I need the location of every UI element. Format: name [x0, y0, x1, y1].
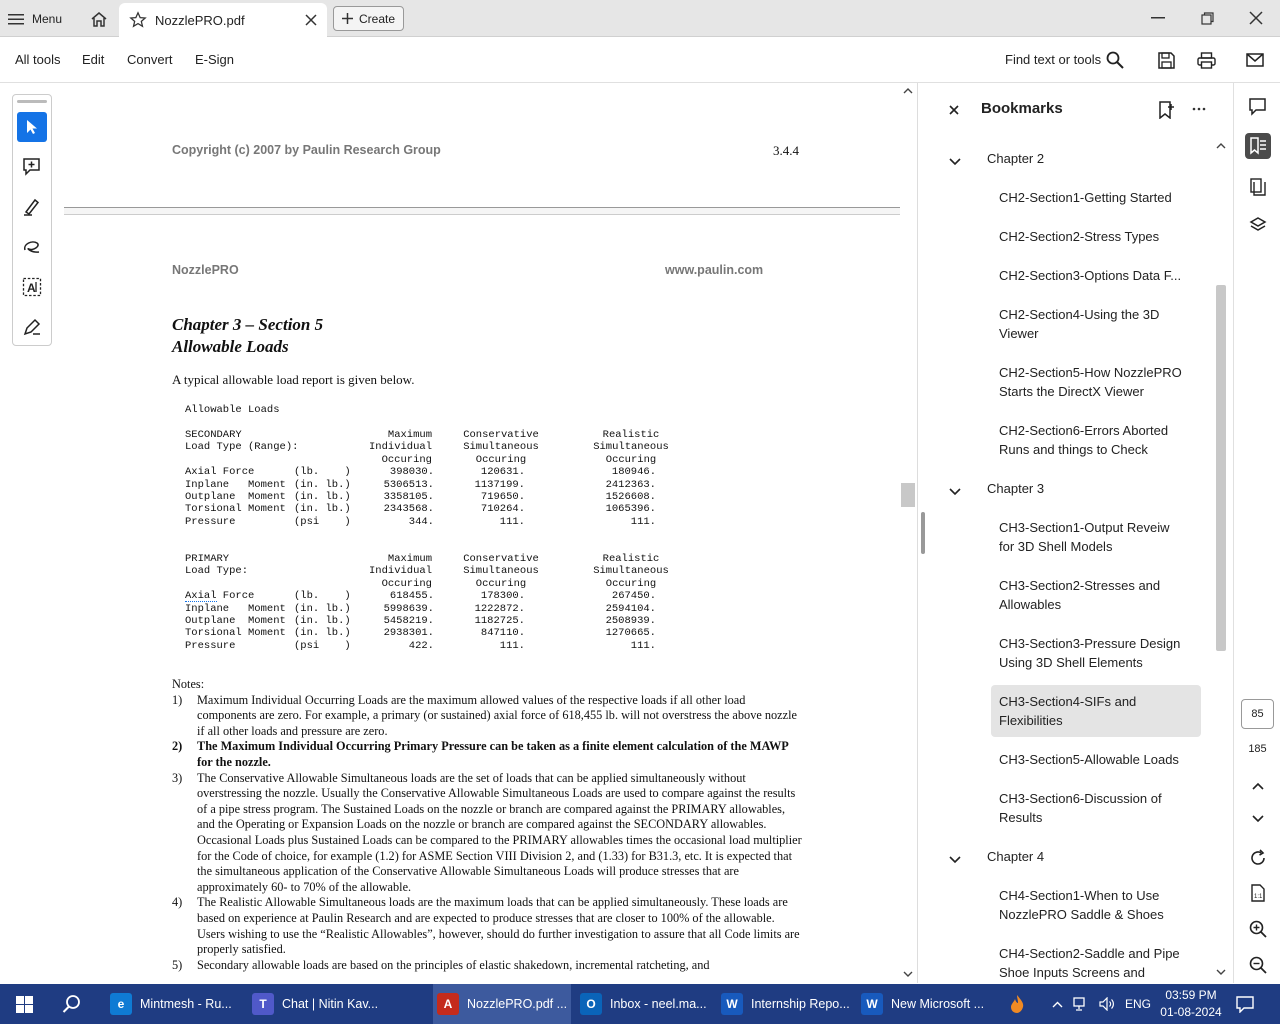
primary-row-unit: (lb. )	[294, 590, 351, 603]
primary-row-name: Axial Force	[185, 590, 255, 603]
page-number-label: 3.4.4	[773, 143, 799, 158]
bookmark-item[interactable]	[991, 363, 1201, 401]
bookmark-item[interactable]	[991, 944, 1201, 982]
home-icon	[90, 11, 108, 28]
bookmark-item[interactable]	[991, 576, 1201, 614]
current-page-input[interactable]: 85	[1241, 699, 1274, 729]
secondary-row-cons: 1137199.	[474, 478, 525, 491]
restore-button[interactable]	[1194, 6, 1220, 30]
chapter-subtitle: Allowable Loads	[172, 337, 289, 356]
zoom-out-icon	[1249, 956, 1267, 974]
taskbar-app[interactable]	[717, 984, 855, 1024]
more-options-icon[interactable]	[1192, 107, 1206, 111]
close-window-button[interactable]	[1243, 6, 1269, 30]
taskbar-pinned-app[interactable]	[1004, 984, 1030, 1024]
svg-text:1:1: 1:1	[1254, 894, 1263, 900]
note-text: The Maximum Individual Occurring Primary Pressure can be taken as a finite element calculation of the MAWP for the nozzle.	[197, 739, 789, 769]
add-comment-tool[interactable]	[17, 152, 47, 182]
bookmark-item[interactable]	[991, 305, 1201, 343]
chapter-title: Chapter 3 – Section 5	[172, 315, 324, 334]
bookmark-item-label: CH2-Section2-Stress Types	[999, 229, 1160, 244]
notes-title: Notes:	[172, 677, 205, 691]
main-toolbar	[0, 37, 1280, 83]
bookmark-item-label: CH2-Section4-Using the 3D	[999, 307, 1160, 322]
all-tools-menu[interactable]: All tools	[15, 52, 61, 67]
secondary-row-unit: (lb. )	[294, 466, 351, 479]
note-number: 5)	[172, 957, 183, 972]
secondary-row-name: Inplane Moment	[185, 478, 286, 491]
note-number: 3)	[172, 770, 183, 785]
bookmark-item-label: for 3D Shell Models	[999, 539, 1113, 554]
save-icon	[1158, 52, 1175, 69]
secondary-row-max: 344.	[408, 515, 434, 528]
bookmark-item[interactable]	[991, 634, 1201, 672]
primary-row-max: 5998639.	[383, 602, 434, 615]
secondary-row-cons: 710264.	[480, 503, 525, 516]
zoom-out-button[interactable]	[1245, 952, 1271, 978]
cursor-arrow-icon	[25, 119, 39, 135]
taskbar-search-button[interactable]	[55, 984, 89, 1024]
clock[interactable]	[1160, 987, 1222, 1021]
taskbar-app[interactable]	[248, 984, 392, 1024]
restore-icon	[1201, 12, 1214, 25]
secondary-row-name: Outplane Moment	[185, 491, 286, 503]
zoom-in-icon	[1249, 920, 1267, 938]
secondary-col-header: Occuring	[605, 453, 657, 466]
secondary-row-name: Axial Force	[185, 466, 255, 479]
secondary-row-unit: (in. lb.)	[294, 491, 351, 503]
rotate-button[interactable]	[1245, 845, 1271, 871]
document-scrollbar[interactable]	[900, 83, 916, 983]
note-item	[172, 958, 802, 974]
bookmark-item[interactable]	[991, 518, 1201, 556]
pages-icon	[1250, 178, 1266, 196]
bookmark-list-icon	[1249, 137, 1267, 155]
bookmark-item[interactable]	[991, 886, 1201, 924]
primary-row-max: 422.	[408, 639, 434, 652]
clock-date: 01-08-2024	[1160, 1005, 1222, 1019]
text-select-icon	[22, 277, 42, 297]
save-button[interactable]	[1155, 49, 1177, 71]
bookmark-item[interactable]	[991, 227, 1201, 246]
secondary-row-name: Torsional Moment	[185, 503, 286, 516]
print-button[interactable]	[1195, 49, 1217, 71]
fit-page-button[interactable]	[1245, 880, 1271, 906]
secondary-col-header: Conservative	[463, 429, 539, 441]
title-bar	[0, 0, 1280, 37]
quick-tools-palette	[12, 94, 52, 346]
bookmark-item-label: Starts the DirectX Viewer	[999, 384, 1144, 399]
primary-row-real: 111.	[630, 639, 656, 652]
tray-chevron-up-icon[interactable]	[1052, 1001, 1063, 1008]
create-label: Create	[358, 11, 396, 26]
primary-load-type: Load Type:	[185, 565, 249, 578]
note-item	[172, 739, 802, 770]
document-view[interactable]	[64, 83, 900, 983]
search-icon	[62, 994, 82, 1014]
menu-label: Menu	[32, 12, 63, 26]
highlight-tool[interactable]	[17, 192, 47, 222]
comment-icon	[1249, 98, 1267, 116]
page-header-right: www.paulin.com	[665, 263, 764, 277]
secondary-row-cons: 719650.	[480, 491, 525, 503]
spell-underline	[185, 601, 217, 602]
freehand-draw-icon	[22, 237, 42, 257]
find-text-label[interactable]: Find text or tools	[1005, 52, 1102, 67]
edit-menu[interactable]: Edit	[82, 52, 105, 67]
bookmark-item-label: Using 3D Shell Elements	[999, 655, 1143, 670]
secondary-row-name: Pressure	[185, 515, 236, 528]
secondary-col-header: Simultaneous	[463, 441, 539, 454]
comment-plus-icon	[22, 157, 42, 177]
secondary-row-max: 3358105.	[383, 491, 434, 503]
primary-row-real: 1270665.	[605, 627, 656, 640]
plus-icon	[342, 13, 353, 24]
primary-col-header: Simultaneous	[593, 565, 669, 578]
bookmarks-rail-button[interactable]	[1245, 133, 1271, 159]
notes-list	[172, 693, 802, 974]
bookmarks-scroll-thumb[interactable]	[1216, 285, 1226, 651]
flame-app-icon	[1008, 994, 1026, 1014]
app-icon: e	[110, 993, 132, 1015]
bookmark-item-label: Runs and things to Check	[999, 442, 1148, 457]
note-number: 4)	[172, 895, 183, 910]
bookmark-item-label: Flexibilities	[999, 713, 1063, 728]
bookmark-item-label: CH3-Section2-Stresses and	[999, 578, 1161, 593]
note-text: The Realistic Allowable Simultaneous loads are the maximum loads that can be applied simultaneously. These loads are based on experience at Paulin Research and are expected to produce stresses that are closer to 100% of the allowable. Users wishing to use the “Realistic Allowables”, however, should do further investigation to assure that all Code limits are properly satisfied.	[197, 895, 800, 957]
app-icon: A	[437, 993, 459, 1015]
bm-scroll-up-icon[interactable]	[1216, 142, 1226, 149]
primary-row-name: Inplane Moment	[185, 602, 286, 615]
right-rail	[1233, 83, 1280, 983]
bookmarks-panel	[930, 83, 1232, 983]
document-scroll-thumb[interactable]	[901, 483, 915, 507]
bookmark-item-label: CH2-Section1-Getting Started	[999, 190, 1172, 205]
bookmarks-scrollbar[interactable]	[1214, 137, 1228, 983]
scroll-down-icon[interactable]	[903, 971, 913, 978]
select-tool[interactable]	[17, 112, 47, 142]
secondary-load-type: Load Type (Range):	[185, 441, 299, 454]
note-text: The Conservative Allowable Simultaneous loads are the set of loads that can be applied simultaneously without overstressing the nozzle. Usually the Conservative Allowable Simultaneous Loads are used to compare against the results of a pipe stress program. The Sustained Loads on the nozzle or branch are compared against the PRIMARY allowables, and the Operating or Expansion Loads on the nozzle or branch are compared against the SECONDARY allowables. Occasional Loads plus Sustained Loads can be compared to the PRIMARY allowables times the occasional load multiplier for the Code of choice, for example (1.2) for ASME Section VIII Division 2, and (1.33) for B31.3, etc. It is expected that the simultaneous application of the Conservative Allowable Simultaneous Loads will produce stresses that are approximately 60- to 70% of the allowable.	[197, 770, 802, 894]
layers-rail-button[interactable]	[1245, 212, 1271, 238]
secondary-col-header: Occuring	[475, 453, 527, 466]
note-item	[172, 771, 802, 896]
hamburger-icon	[8, 13, 24, 25]
note-text: Secondary allowable loads are based on the principles of elastic shakedown, incremental ratcheting, and	[197, 957, 710, 972]
print-icon	[1197, 52, 1216, 69]
secondary-row-cons: 111.	[499, 515, 525, 528]
menu-button[interactable]	[8, 8, 62, 30]
taskbar	[0, 984, 1280, 1024]
expand-chapter-4-icon[interactable]	[949, 851, 961, 863]
search-icon	[1106, 51, 1124, 69]
primary-label: PRIMARY	[185, 553, 230, 565]
highlighter-icon	[22, 197, 42, 217]
taskbar-app-label: NozzlePRO.pdf ...	[467, 997, 568, 1011]
total-pages-label: 185	[1248, 743, 1267, 755]
start-button[interactable]	[8, 984, 40, 1024]
bookmark-chapter-3[interactable]: Chapter 3	[987, 481, 1045, 496]
bm-scroll-down-icon[interactable]	[1216, 969, 1226, 976]
secondary-col-header: Occuring	[381, 453, 432, 466]
primary-row-name: Pressure	[185, 639, 236, 652]
secondary-row-unit: (in. lb.)	[294, 478, 351, 491]
secondary-row-unit: (in. lb.)	[294, 503, 351, 516]
secondary-col-header: Individual	[368, 441, 432, 454]
primary-row-cons: 178300.	[480, 590, 525, 603]
primary-col-header: Realistic	[602, 553, 660, 565]
primary-row-max: 5458219.	[383, 615, 434, 627]
svg-text:A: A	[27, 281, 36, 295]
primary-row-max: 618455.	[389, 590, 434, 603]
esign-menu[interactable]: E-Sign	[195, 52, 235, 67]
note-number: 1)	[172, 692, 183, 707]
note-number: 2)	[172, 739, 183, 754]
language-indicator[interactable]: ENG	[1125, 997, 1152, 1011]
next-page-button[interactable]	[1245, 806, 1271, 832]
chevron-down-icon	[1252, 815, 1264, 823]
page-header-left: NozzlePRO	[172, 263, 239, 277]
bookmark-item-label: CH4-Section1-When to Use	[999, 888, 1160, 903]
scroll-up-icon[interactable]	[903, 87, 913, 94]
taskbar-app-label: New Microsoft ...	[891, 997, 985, 1011]
bookmark-item-label: CH3-Section4-SIFs and	[999, 694, 1137, 709]
note-text: Maximum Individual Occurring Loads are the maximum allowed values of the respective loads if all other load components are zero. For example, a primary (or sustained) axial force of 618,455 lb. will not overstress the above nozzle if all other loads and pressure are zero.	[197, 692, 797, 738]
bookmark-item-label: CH2-Section6-Errors Aborted	[999, 423, 1169, 438]
primary-row-unit: (in. lb.)	[294, 602, 351, 615]
bookmark-item-label: Viewer	[999, 326, 1039, 341]
primary-row-real: 2594104.	[605, 602, 656, 615]
note-item	[172, 895, 802, 957]
previous-page-button[interactable]	[1245, 773, 1271, 799]
note-item	[172, 693, 802, 740]
taskbar-app[interactable]	[433, 984, 571, 1024]
secondary-col-header: Realistic	[602, 429, 660, 441]
primary-row-unit: (in. lb.)	[294, 615, 351, 627]
bookmark-item-label: CH3-Section3-Pressure Design	[999, 636, 1181, 651]
secondary-col-header: Maximum	[387, 429, 432, 441]
palette-grip[interactable]	[17, 100, 47, 103]
close-icon	[1249, 11, 1263, 25]
taskbar-app-label: Chat | Nitin Kav...	[282, 997, 379, 1011]
bookmark-chapter-2[interactable]: Chapter 2	[987, 151, 1045, 166]
primary-col-header: Maximum	[387, 553, 432, 565]
add-bookmark-icon[interactable]	[1158, 101, 1174, 119]
bookmark-item[interactable]	[991, 421, 1201, 459]
page-copyright: Copyright (c) 2007 by Paulin Research Group	[172, 143, 441, 157]
bookmark-item-label: CH4-Section2-Saddle and Pipe	[999, 946, 1180, 961]
minimize-button[interactable]	[1145, 6, 1171, 30]
primary-col-header: Occuring	[475, 577, 527, 590]
bookmark-item-label: Shoe Inputs Screens and	[999, 965, 1145, 980]
notifications-button[interactable]	[1236, 984, 1254, 1024]
star-icon[interactable]	[129, 11, 147, 29]
taskbar-app[interactable]	[106, 984, 240, 1024]
refresh-icon	[1249, 849, 1267, 867]
sign-tool[interactable]	[17, 312, 47, 342]
secondary-row-real: 2412363.	[605, 478, 656, 491]
email-button[interactable]	[1244, 49, 1266, 71]
primary-col-header: Occuring	[381, 577, 432, 590]
bookmark-item-label: CH3-Section5-Allowable Loads	[999, 752, 1179, 767]
bookmark-item-label: Results	[999, 810, 1043, 825]
expand-chapter-2-icon[interactable]	[949, 153, 961, 165]
tab-title: NozzlePRO.pdf	[155, 12, 245, 28]
expand-chapter-3-icon[interactable]	[949, 483, 961, 495]
app-icon: T	[252, 993, 274, 1015]
panel-divider	[917, 83, 918, 983]
primary-row-cons: 847110.	[480, 627, 525, 640]
app-icon: W	[721, 993, 743, 1015]
secondary-col-header: Simultaneous	[593, 441, 669, 454]
page-separator	[64, 207, 900, 215]
document-tab[interactable]	[119, 3, 327, 37]
bookmark-item[interactable]	[991, 685, 1201, 737]
secondary-row-cons: 120631.	[480, 466, 525, 479]
primary-col-header: Conservative	[463, 553, 539, 565]
report-title: Allowable Loads	[185, 404, 280, 416]
primary-row-real: 2508939.	[605, 615, 656, 627]
primary-col-header: Simultaneous	[463, 565, 539, 578]
secondary-row-real: 111.	[630, 515, 656, 528]
home-button[interactable]	[86, 7, 112, 31]
primary-row-cons: 1222872.	[474, 602, 525, 615]
pen-sign-icon	[22, 317, 42, 337]
bookmark-item-label: Allowables	[999, 597, 1062, 612]
secondary-row-max: 398030.	[389, 466, 434, 479]
taskbar-app-label: Mintmesh - Ru...	[140, 997, 232, 1011]
minimize-icon	[1151, 17, 1165, 19]
pages-rail-button[interactable]	[1245, 174, 1271, 200]
comments-rail-button[interactable]	[1245, 94, 1271, 120]
taskbar-app[interactable]	[857, 984, 991, 1024]
volume-icon[interactable]	[1099, 997, 1115, 1011]
network-icon[interactable]	[1073, 997, 1089, 1011]
bookmark-item-label: NozzlePRO Saddle & Shoes	[999, 907, 1164, 922]
bookmark-item[interactable]	[991, 266, 1201, 285]
secondary-row-real: 180946.	[611, 466, 656, 479]
close-panel-icon[interactable]	[949, 105, 959, 115]
chevron-up-icon	[1252, 782, 1264, 790]
taskbar-app-label: Inbox - neel.ma...	[610, 997, 707, 1011]
primary-row-unit: (in. lb.)	[294, 627, 351, 640]
intro-text: A typical allowable load report is given below.	[172, 372, 415, 387]
create-button[interactable]	[333, 6, 404, 31]
bookmarks-header	[930, 83, 1232, 135]
convert-menu[interactable]: Convert	[127, 52, 173, 67]
windows-logo-icon	[16, 996, 33, 1013]
primary-row-name: Torsional Moment	[185, 627, 286, 640]
primary-col-header: Individual	[368, 565, 432, 578]
panel-resize-handle[interactable]	[921, 512, 925, 554]
primary-row-real: 267450.	[611, 590, 656, 603]
secondary-row-max: 2343568.	[383, 503, 434, 516]
bookmark-item[interactable]	[991, 789, 1201, 827]
bookmark-item[interactable]	[991, 188, 1201, 207]
primary-col-header: Occuring	[605, 577, 657, 590]
secondary-row-unit: (psi )	[294, 515, 351, 528]
mail-icon	[1246, 53, 1264, 67]
primary-row-name: Outplane Moment	[185, 615, 286, 627]
app-icon: O	[580, 993, 602, 1015]
text-recognition-tool[interactable]	[17, 272, 47, 302]
system-tray	[1052, 984, 1151, 1024]
zoom-in-button[interactable]	[1245, 916, 1271, 942]
secondary-label: SECONDARY	[185, 429, 242, 441]
search-button[interactable]	[1104, 49, 1126, 71]
bookmark-item-label: CH3-Section1-Output Reveiw	[999, 520, 1170, 535]
clock-time: 03:59 PM	[1165, 988, 1217, 1002]
primary-row-cons: 1182725.	[474, 615, 525, 627]
primary-row-cons: 111.	[499, 639, 525, 652]
taskbar-app[interactable]	[576, 984, 710, 1024]
close-tab-icon[interactable]	[305, 14, 317, 26]
fit-page-icon	[1250, 884, 1266, 902]
bookmark-item-label: CH2-Section3-Options Data F...	[999, 268, 1182, 283]
notes-section	[172, 677, 802, 973]
app-icon: W	[861, 993, 883, 1015]
bookmark-item-label: CH3-Section6-Discussion of	[999, 791, 1162, 806]
notification-icon	[1236, 995, 1254, 1013]
secondary-row-max: 5306513.	[383, 478, 434, 491]
taskbar-app-label: Internship Repo...	[751, 997, 850, 1011]
bookmark-item[interactable]	[991, 750, 1201, 769]
layers-icon	[1249, 216, 1267, 234]
primary-row-unit: (psi )	[294, 639, 351, 652]
secondary-row-real: 1526608.	[605, 491, 656, 503]
primary-row-max: 2938301.	[383, 627, 434, 640]
bookmark-item-label: CH2-Section5-How NozzlePRO	[999, 365, 1182, 380]
bookmark-chapter-4[interactable]: Chapter 4	[987, 849, 1045, 864]
secondary-row-real: 1065396.	[605, 503, 656, 516]
bookmarks-title: Bookmarks	[981, 100, 1063, 117]
draw-tool[interactable]	[17, 232, 47, 262]
